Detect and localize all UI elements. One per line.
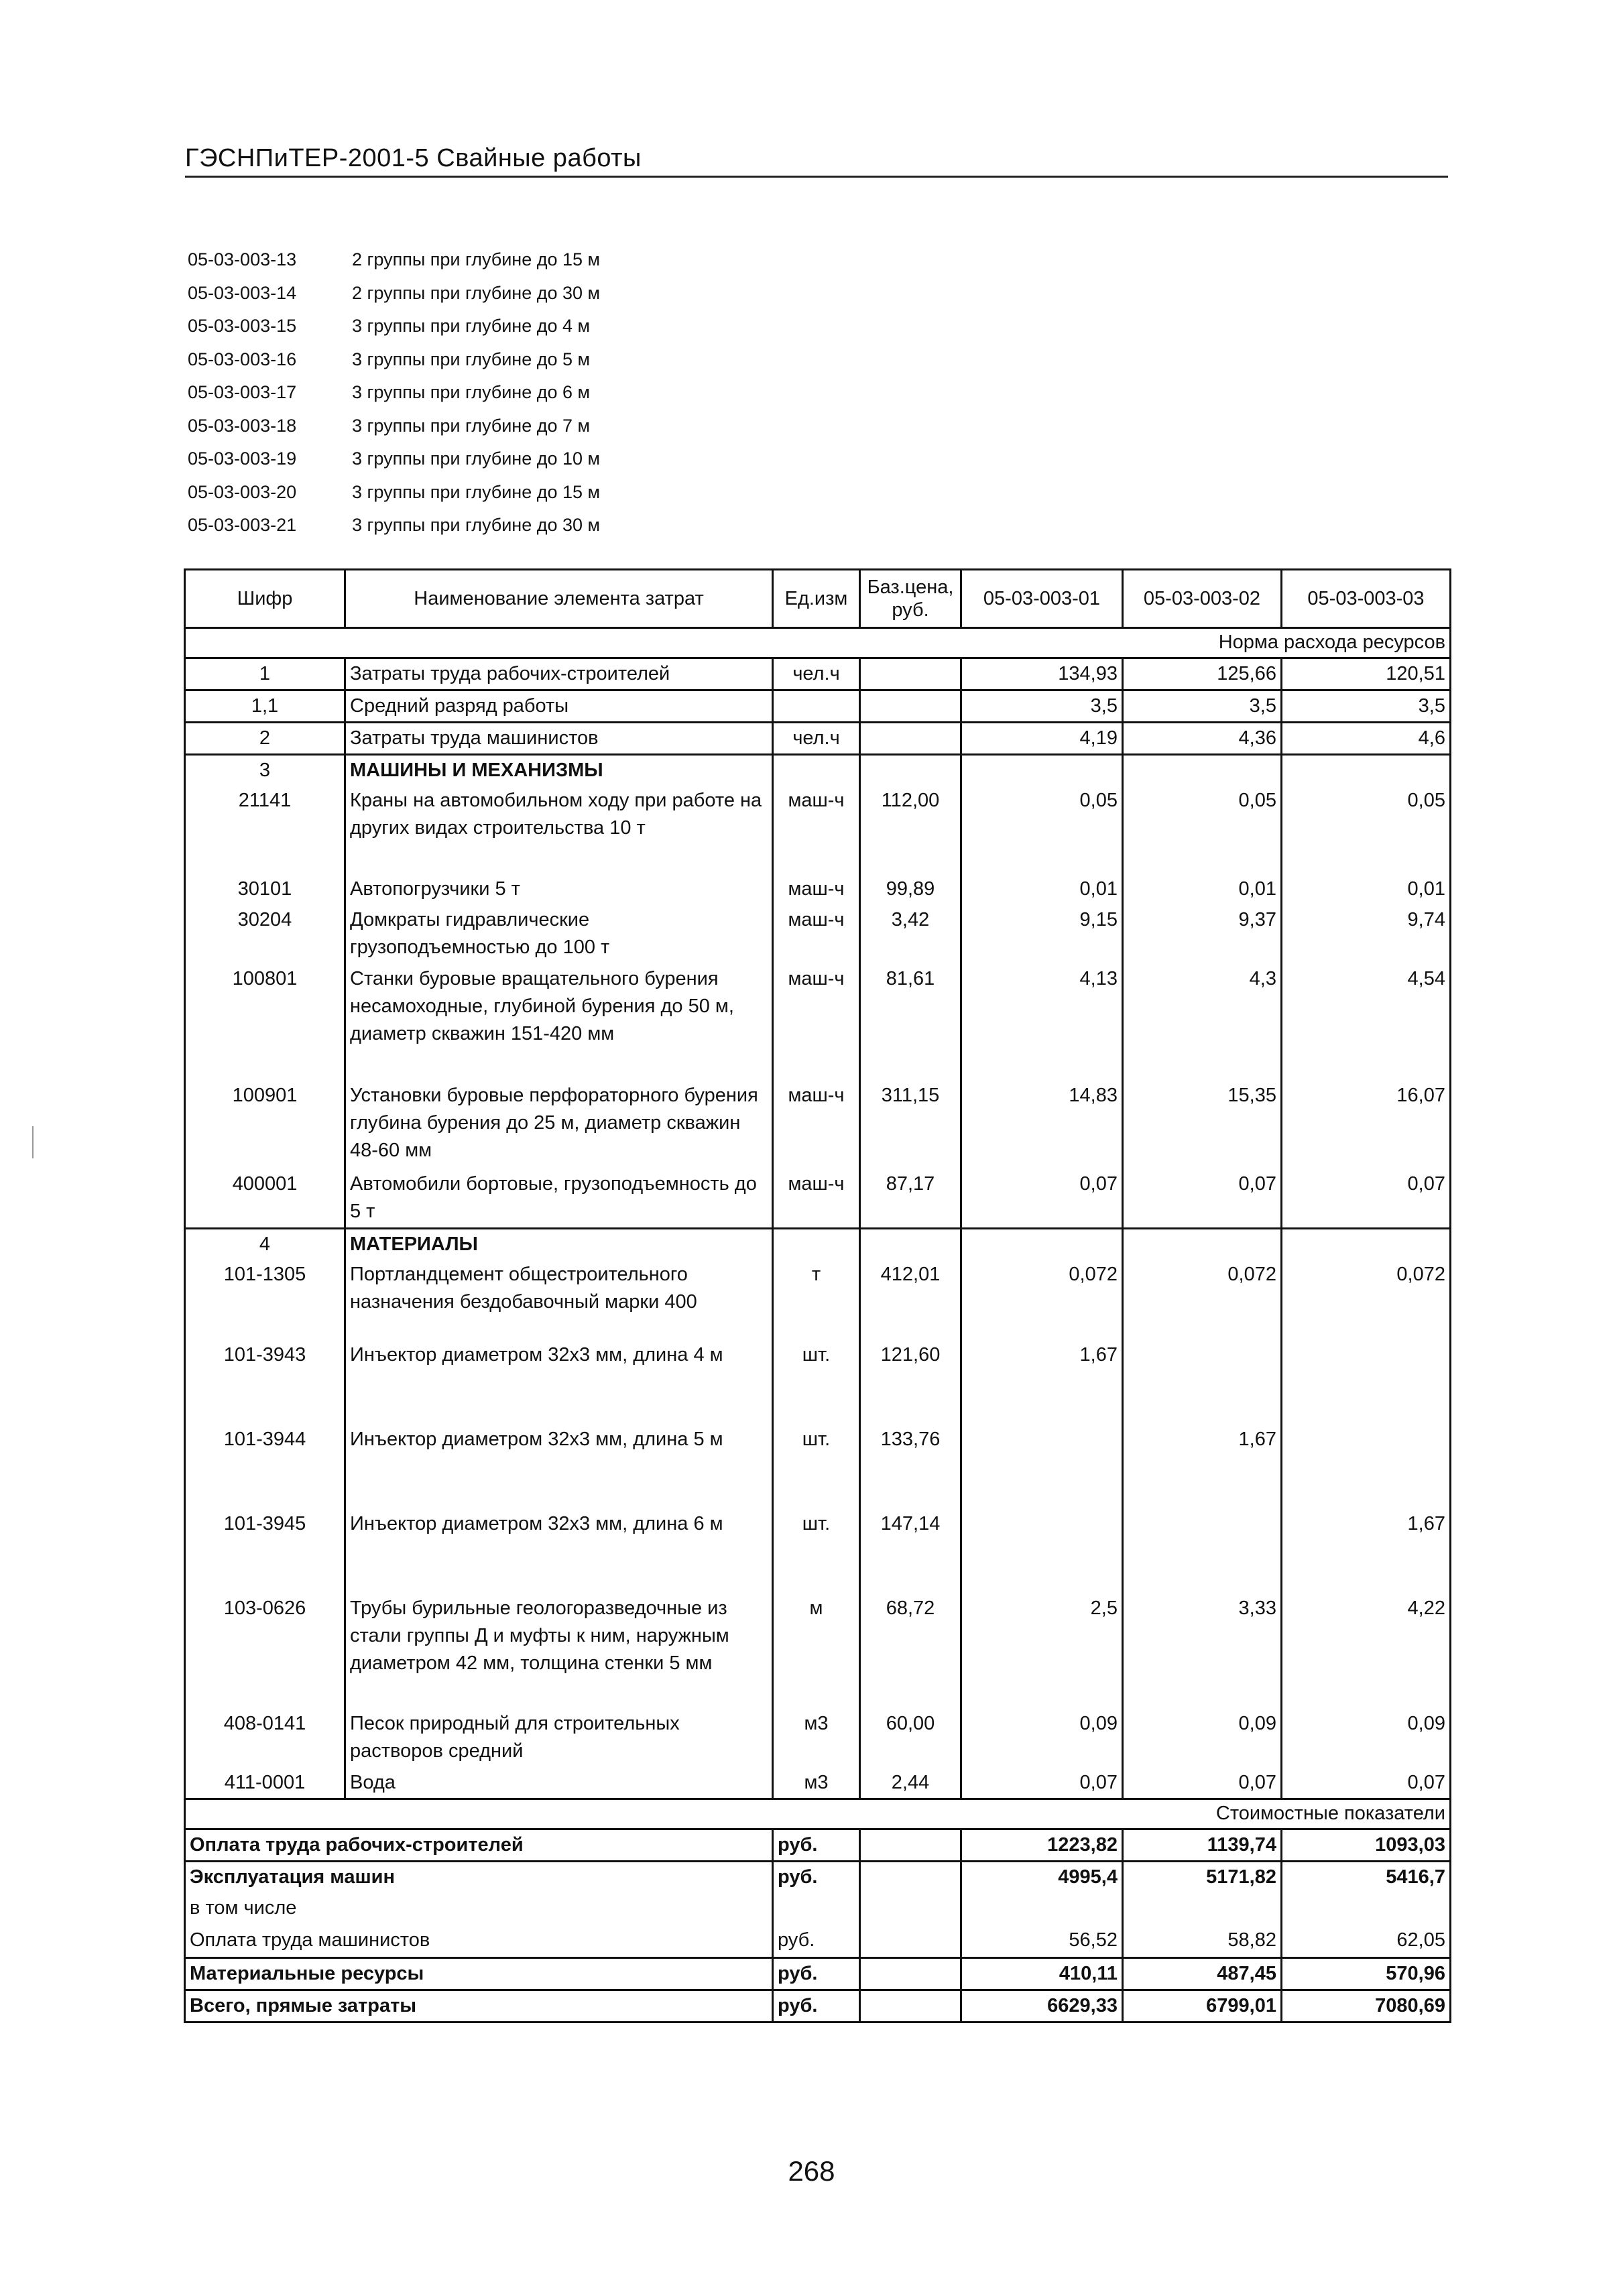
- row-value-3: 4,54: [1282, 964, 1451, 1081]
- row-code: 21141: [185, 786, 345, 874]
- row-price: 412,01: [860, 1260, 961, 1340]
- row-value-1: 9,15: [961, 905, 1123, 964]
- row-value-3: 0,07: [1282, 1768, 1451, 1799]
- code-value: 05-03-003-18: [188, 415, 297, 436]
- row-value-3: 0,05: [1282, 786, 1451, 874]
- page-title: ГЭСНПиТЕР-2001-5 Свайные работы: [185, 144, 642, 172]
- cost-row: [185, 1925, 1451, 1957]
- row-name: Автомобили бортовые, грузоподъемность до 5 т: [345, 1169, 773, 1228]
- code-value: 05-03-003-14: [188, 282, 297, 303]
- cost-band-row: [185, 1799, 1451, 1829]
- header-name: Наименование элемента затрат: [345, 570, 773, 628]
- row-value-3: [1282, 1340, 1451, 1425]
- row-code: 101-1305: [185, 1260, 345, 1340]
- cost-value-1: 4995,4: [961, 1861, 1123, 1893]
- cost-value-2: 487,45: [1123, 1957, 1282, 1990]
- row-code: 408-0141: [185, 1709, 345, 1768]
- row-value-1: 0,05: [961, 786, 1123, 874]
- row-value-3: 0,09: [1282, 1709, 1451, 1768]
- header-price: Баз.цена, руб.: [860, 570, 961, 628]
- row-name: Вода: [345, 1768, 773, 1799]
- resource-table: [184, 568, 1451, 2023]
- row-unit: маш-ч: [773, 1081, 860, 1169]
- row-unit: маш-ч: [773, 964, 860, 1081]
- row-value-2: 0,07: [1123, 1169, 1282, 1228]
- row-value-3: 120,51: [1282, 658, 1451, 690]
- row-value-2: 0,01: [1123, 874, 1282, 905]
- cost-value-2: 1139,74: [1123, 1829, 1282, 1861]
- row-value-1: 0,01: [961, 874, 1123, 905]
- code-list-item: [188, 410, 600, 443]
- row-unit: [773, 690, 860, 723]
- row-code: 101-3943: [185, 1340, 345, 1425]
- row-value-2: 4,36: [1123, 723, 1282, 755]
- cost-name: Материальные ресурсы: [185, 1957, 773, 1990]
- code-list-item: [188, 476, 600, 509]
- row-code: 1,1: [185, 690, 345, 723]
- row-name: Затраты труда рабочих-строителей: [345, 658, 773, 690]
- scan-mark: [32, 1126, 34, 1158]
- row-price: 3,42: [860, 905, 961, 964]
- row-code: 30101: [185, 874, 345, 905]
- row-unit: шт.: [773, 1509, 860, 1593]
- cost-value-3: 570,96: [1282, 1957, 1451, 1990]
- table-row: [185, 723, 1451, 755]
- row-value-1: 4,19: [961, 723, 1123, 755]
- row-code: 100801: [185, 964, 345, 1081]
- row-price: 121,60: [860, 1340, 961, 1425]
- row-price: 147,14: [860, 1509, 961, 1593]
- row-price: 311,15: [860, 1081, 961, 1169]
- page-number: 268: [788, 2155, 835, 2187]
- row-value-1: 0,07: [961, 1768, 1123, 1799]
- row-code: 3: [185, 755, 345, 786]
- row-value-3: 3,5: [1282, 690, 1451, 723]
- code-description: 3 группы при глубине до 5 м: [352, 349, 591, 369]
- table-row: [185, 1593, 1451, 1709]
- code-description: 2 группы при глубине до 30 м: [352, 282, 601, 303]
- row-name: Домкраты гидравлические грузоподъемностью до 100 т: [345, 905, 773, 964]
- row-value-2: 3,33: [1123, 1593, 1282, 1709]
- row-unit: м3: [773, 1768, 860, 1799]
- row-value-1: [961, 1425, 1123, 1509]
- table-row: [185, 1768, 1451, 1799]
- row-code: 400001: [185, 1169, 345, 1228]
- cost-unit: руб.: [773, 1829, 860, 1861]
- row-code: 30204: [185, 905, 345, 964]
- code-description: 3 группы при глубине до 30 м: [352, 515, 601, 536]
- cost-value-3: 5416,7: [1282, 1861, 1451, 1893]
- cost-value-2: 5171,82: [1123, 1861, 1282, 1893]
- row-value-1: 0,072: [961, 1260, 1123, 1340]
- row-value-1: 3,5: [961, 690, 1123, 723]
- cost-row: [185, 1861, 1451, 1893]
- row-value-2: 3,5: [1123, 690, 1282, 723]
- cost-band-label: Стоимостные показатели: [185, 1799, 1451, 1829]
- row-value-1: 1,67: [961, 1340, 1123, 1425]
- code-description: 2 группы при глубине до 15 м: [352, 249, 601, 270]
- cost-value-1: 56,52: [961, 1925, 1123, 1957]
- row-name: Установки буровые перфораторного бурения глубина бурения до 25 м, диаметр скважин 48-60 мм: [345, 1081, 773, 1169]
- table-row: [185, 786, 1451, 874]
- cost-name: Оплата труда машинистов: [185, 1925, 773, 1957]
- cost-value-2: 6799,01: [1123, 1990, 1282, 2022]
- section-row: [185, 1228, 1451, 1260]
- cost-row: [185, 1990, 1451, 2022]
- row-value-1: 0,07: [961, 1169, 1123, 1228]
- row-code: 1: [185, 658, 345, 690]
- row-value-3: 4,6: [1282, 723, 1451, 755]
- code-list: [188, 243, 600, 542]
- row-name: Средний разряд работы: [345, 690, 773, 723]
- table-row: [185, 1425, 1451, 1509]
- row-value-1: [961, 1509, 1123, 1593]
- row-value-2: 15,35: [1123, 1081, 1282, 1169]
- cost-value-1: 410,11: [961, 1957, 1123, 1990]
- row-price: 133,76: [860, 1425, 961, 1509]
- code-value: 05-03-003-16: [188, 349, 297, 369]
- header-col-1: 05-03-003-01: [961, 570, 1123, 628]
- code-description: 3 группы при глубине до 7 м: [352, 415, 591, 436]
- table-row: [185, 1340, 1451, 1425]
- header-col-3: 05-03-003-03: [1282, 570, 1451, 628]
- row-value-2: 0,05: [1123, 786, 1282, 874]
- row-price: 81,61: [860, 964, 961, 1081]
- table-row: [185, 1169, 1451, 1228]
- row-value-2: 0,072: [1123, 1260, 1282, 1340]
- row-price: 68,72: [860, 1593, 961, 1709]
- table-row: [185, 658, 1451, 690]
- row-name: Портландцемент общестроительного назначения бездобавочный марки 400: [345, 1260, 773, 1340]
- cost-unit: руб.: [773, 1925, 860, 1957]
- row-unit: шт.: [773, 1340, 860, 1425]
- code-list-item: [188, 310, 600, 343]
- cost-value-3: 1093,03: [1282, 1829, 1451, 1861]
- row-value-3: 0,072: [1282, 1260, 1451, 1340]
- row-value-2: 125,66: [1123, 658, 1282, 690]
- code-description: 3 группы при глубине до 4 м: [352, 316, 591, 337]
- code-value: 05-03-003-17: [188, 382, 297, 403]
- row-code: 411-0001: [185, 1768, 345, 1799]
- row-value-2: 0,07: [1123, 1768, 1282, 1799]
- code-value: 05-03-003-19: [188, 448, 297, 469]
- row-value-2: 4,3: [1123, 964, 1282, 1081]
- row-unit: маш-ч: [773, 905, 860, 964]
- code-list-item: [188, 509, 600, 542]
- norm-band-label: Норма расхода ресурсов: [185, 628, 1451, 658]
- cost-value-2: 58,82: [1123, 1925, 1282, 1957]
- cost-name: Эксплуатация машин: [185, 1861, 773, 1893]
- row-value-1: 4,13: [961, 964, 1123, 1081]
- row-value-1: 14,83: [961, 1081, 1123, 1169]
- cost-row: [185, 1829, 1451, 1861]
- code-description: 3 группы при глубине до 6 м: [352, 382, 591, 403]
- row-code: 4: [185, 1228, 345, 1260]
- cost-name: Оплата труда рабочих-строителей: [185, 1829, 773, 1861]
- row-unit: маш-ч: [773, 874, 860, 905]
- row-value-3: 1,67: [1282, 1509, 1451, 1593]
- row-value-3: 4,22: [1282, 1593, 1451, 1709]
- row-value-2: 0,09: [1123, 1709, 1282, 1768]
- code-value: 05-03-003-20: [188, 481, 297, 502]
- row-price: [860, 723, 961, 755]
- row-price: 60,00: [860, 1709, 961, 1768]
- row-unit: шт.: [773, 1425, 860, 1509]
- table-row: [185, 690, 1451, 723]
- table-row: [185, 1709, 1451, 1768]
- code-list-item: [188, 343, 600, 377]
- table-row: [185, 874, 1451, 905]
- code-value: 05-03-003-15: [188, 316, 297, 337]
- header-code: Шифр: [185, 570, 345, 628]
- row-price: [860, 690, 961, 723]
- row-name: Песок природный для строительных растворов средний: [345, 1709, 773, 1768]
- code-list-item: [188, 376, 600, 410]
- row-value-3: 0,07: [1282, 1169, 1451, 1228]
- row-price: [860, 658, 961, 690]
- section-title: МАТЕРИАЛЫ: [345, 1228, 773, 1260]
- code-value: 05-03-003-13: [188, 249, 297, 270]
- code-value: 05-03-003-21: [188, 515, 297, 536]
- cost-name: в том числе: [185, 1893, 773, 1925]
- row-name: Станки буровые вращательного бурения несамоходные, глубиной бурения до 50 м, диаметр скважин 151-420 мм: [345, 964, 773, 1081]
- code-list-item: [188, 277, 600, 310]
- row-name: Затраты труда машинистов: [345, 723, 773, 755]
- row-name: Инъектор диаметром 32х3 мм, длина 5 м: [345, 1425, 773, 1509]
- cost-value-1: 6629,33: [961, 1990, 1123, 2022]
- row-value-1: 0,09: [961, 1709, 1123, 1768]
- row-value-3: [1282, 1425, 1451, 1509]
- table-header-row: [185, 570, 1451, 628]
- row-code: 103-0626: [185, 1593, 345, 1709]
- cost-row: [185, 1957, 1451, 1990]
- row-code: 101-3945: [185, 1509, 345, 1593]
- row-unit: чел.ч: [773, 658, 860, 690]
- row-value-2: [1123, 1509, 1282, 1593]
- row-name: Краны на автомобильном ходу при работе на других видах строительства 10 т: [345, 786, 773, 874]
- header-unit: Ед.изм: [773, 570, 860, 628]
- row-value-3: 16,07: [1282, 1081, 1451, 1169]
- code-list-item: [188, 442, 600, 476]
- row-value-1: 2,5: [961, 1593, 1123, 1709]
- cost-row: [185, 1893, 1451, 1925]
- row-price: 87,17: [860, 1169, 961, 1228]
- row-code: 100901: [185, 1081, 345, 1169]
- section-title: МАШИНЫ И МЕХАНИЗМЫ: [345, 755, 773, 786]
- row-name: Инъектор диаметром 32х3 мм, длина 4 м: [345, 1340, 773, 1425]
- table-row: [185, 1509, 1451, 1593]
- row-value-1: 134,93: [961, 658, 1123, 690]
- row-unit: м3: [773, 1709, 860, 1768]
- cost-unit: руб.: [773, 1861, 860, 1893]
- norm-band-row: [185, 628, 1451, 658]
- cost-name: Всего, прямые затраты: [185, 1990, 773, 2022]
- row-price: 99,89: [860, 874, 961, 905]
- row-unit: маш-ч: [773, 1169, 860, 1228]
- table-row: [185, 964, 1451, 1081]
- cost-unit: руб.: [773, 1990, 860, 2022]
- code-list-item: [188, 243, 600, 277]
- cost-value-3: 7080,69: [1282, 1990, 1451, 2022]
- row-price: 2,44: [860, 1768, 961, 1799]
- row-value-2: 9,37: [1123, 905, 1282, 964]
- table-row: [185, 905, 1451, 964]
- row-value-3: 9,74: [1282, 905, 1451, 964]
- row-code: 2: [185, 723, 345, 755]
- row-name: Автопогрузчики 5 т: [345, 874, 773, 905]
- cost-unit: руб.: [773, 1957, 860, 1990]
- row-code: 101-3944: [185, 1425, 345, 1509]
- row-price: 112,00: [860, 786, 961, 874]
- row-unit: м: [773, 1593, 860, 1709]
- table-row: [185, 1081, 1451, 1169]
- row-name: Инъектор диаметром 32х3 мм, длина 6 м: [345, 1509, 773, 1593]
- code-description: 3 группы при глубине до 15 м: [352, 481, 601, 502]
- cost-value-1: 1223,82: [961, 1829, 1123, 1861]
- row-unit: маш-ч: [773, 786, 860, 874]
- section-row: [185, 755, 1451, 786]
- row-value-3: 0,01: [1282, 874, 1451, 905]
- code-description: 3 группы при глубине до 10 м: [352, 448, 601, 469]
- row-name: Трубы бурильные геологоразведочные из стали группы Д и муфты к ним, наружным диаметром 42 мм, толщина стенки 5 мм: [345, 1593, 773, 1709]
- header-col-2: 05-03-003-02: [1123, 570, 1282, 628]
- page-header: [185, 141, 1448, 178]
- row-value-2: [1123, 1340, 1282, 1425]
- row-unit: т: [773, 1260, 860, 1340]
- row-value-2: 1,67: [1123, 1425, 1282, 1509]
- row-unit: чел.ч: [773, 723, 860, 755]
- table-row: [185, 1260, 1451, 1340]
- cost-value-3: 62,05: [1282, 1925, 1451, 1957]
